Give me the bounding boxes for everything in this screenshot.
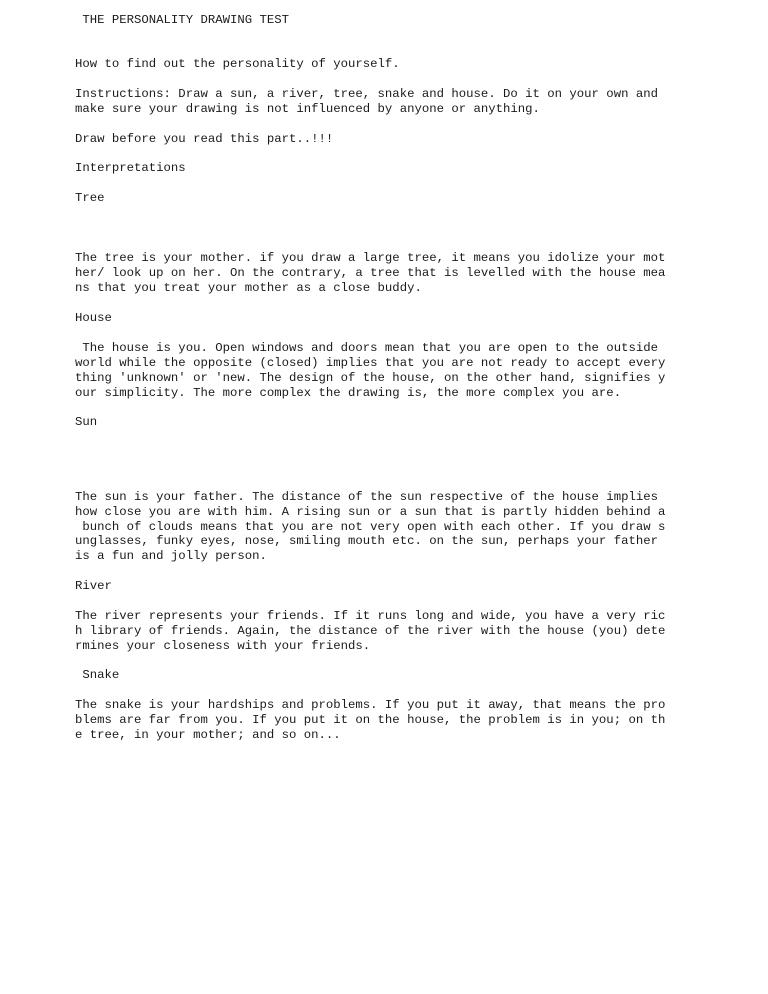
river-text-line: The river represents your friends. If it runs long and wide, you have a very ric — [75, 609, 666, 623]
interpretations-heading: Interpretations — [75, 161, 186, 175]
river-text-line: rmines your closeness with your friends. — [75, 639, 371, 653]
snake-text-line: The snake is your hardships and problems. If you put it away, that means the pro — [75, 698, 666, 712]
sun-text-line: The sun is your father. The distance of the sun respective of the house implies — [75, 490, 658, 504]
tree-text-line: ns that you treat your mother as a close buddy. — [75, 281, 422, 295]
house-text-line: our simplicity. The more complex the drawing is, the more complex you are. — [75, 386, 622, 400]
sun-text-line: unglasses, funky eyes, nose, smiling mouth etc. on the sun, perhaps your father — [75, 534, 658, 548]
instructions-line: make sure your drawing is not influenced by anyone or anything. — [75, 102, 540, 116]
sun-text-line: is a fun and jolly person. — [75, 549, 267, 563]
house-text-line: The house is you. Open windows and doors mean that you are open to the outside — [75, 341, 658, 355]
house-text-line: thing 'unknown' or 'new. The design of the house, on the other hand, signifies y — [75, 371, 666, 385]
house-text-line: world while the opposite (closed) implies that you are not ready to accept every — [75, 356, 666, 370]
tree-text-line: The tree is your mother. if you draw a large tree, it means you idolize your mot — [75, 251, 666, 265]
tree-text-line: her/ look up on her. On the contrary, a tree that is levelled with the house mea — [75, 266, 666, 280]
snake-heading: Snake — [75, 668, 120, 682]
tree-heading: Tree — [75, 191, 105, 205]
instructions-line: Instructions: Draw a sun, a river, tree, snake and house. Do it on your own and — [75, 87, 658, 101]
sun-text-line: bunch of clouds means that you are not very open with each other. If you draw s — [75, 520, 666, 534]
snake-text-line: blems are far from you. If you put it on the house, the problem is in you; on th — [75, 713, 666, 727]
intro-text: How to find out the personality of yourself. — [75, 57, 400, 71]
document-title: THE PERSONALITY DRAWING TEST — [75, 13, 290, 27]
snake-text-line: e tree, in your mother; and so on... — [75, 728, 341, 742]
river-text-line: h library of friends. Again, the distance of the river with the house (you) dete — [75, 624, 666, 638]
warning-text: Draw before you read this part..!!! — [75, 132, 334, 146]
sun-text-line: how close you are with him. A rising sun or a sun that is partly hidden behind a — [75, 505, 666, 519]
river-heading: River — [75, 579, 112, 593]
sun-heading: Sun — [75, 415, 98, 429]
house-heading: House — [75, 311, 112, 325]
